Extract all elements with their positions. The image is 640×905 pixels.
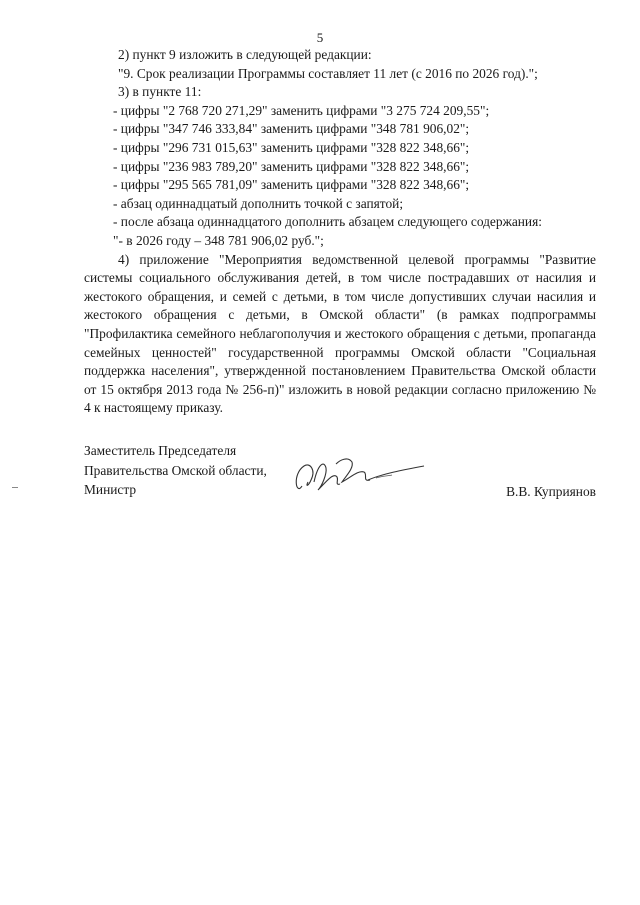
- signatory-name: В.В. Куприянов: [506, 484, 596, 499]
- body-line-item-3: 3) в пункте 11:: [118, 84, 202, 100]
- body-line-paragraph-eleven: - абзац одиннадцатый дополнить точкой с запятой;: [113, 195, 404, 211]
- body-line-quote-9: "9. Срок реализации Программы составляет 11 лет (с 2016 по 2026 год).";: [118, 65, 538, 81]
- margin-mark: [12, 487, 18, 488]
- signatory-title-line-1: Заместитель Председателя: [84, 443, 237, 458]
- body-line-add-paragraph: - после абзаца одиннадцатого дополнить абзацем следующего содержания:: [113, 214, 542, 230]
- body-line-item-2: 2) пункт 9 изложить в следующей редакции:: [118, 47, 372, 62]
- signatory-title-line-3: Министр: [84, 482, 137, 497]
- body-line-replace-4: - цифры "236 983 789,20" заменить цифрами "328 822 348,66";: [113, 158, 470, 174]
- body-line-quote-2026: "- в 2026 году – 348 781 906,02 руб.";: [113, 232, 324, 248]
- page-number: 5: [316, 30, 324, 45]
- body-line-replace-2: - цифры "347 746 333,84" заменить цифрами "348 781 906,02";: [113, 121, 470, 137]
- body-paragraph-4: 4) приложение "Мероприятия ведомственной целевой программы "Развитие системы социального обслуживания детей, в том числе пострадавших от насилия и жестокого обращения, и семей с детьми, в том числе допустивших случаи насилия и жестокого обращения с детьми, в Омской области" (в рамках подпрограммы "Профилактика семейного неблагополучия и жестокого обращения с детьми, пропаганда семейных ценностей" государственной программы Омской области "Социальная поддержка населения", утвержденной постановлением Правительства Омской области от 15 октября 2013 года № 256-п)" изложить в новой редакции согласно приложению № 4 к настоящему приказу.: [84, 251, 596, 416]
- signatory-title-line-2: Правительства Омской области,: [84, 462, 267, 478]
- handwritten-signature: [292, 452, 428, 502]
- body-line-replace-1: - цифры "2 768 720 271,29" заменить цифрами "3 275 724 209,55";: [113, 102, 490, 118]
- body-line-replace-3: - цифры "296 731 015,63" заменить цифрами "328 822 348,66";: [113, 139, 470, 155]
- document-body: [84, 46, 596, 418]
- body-line-replace-5: - цифры "295 565 781,09" заменить цифрами "328 822 348,66";: [113, 177, 470, 193]
